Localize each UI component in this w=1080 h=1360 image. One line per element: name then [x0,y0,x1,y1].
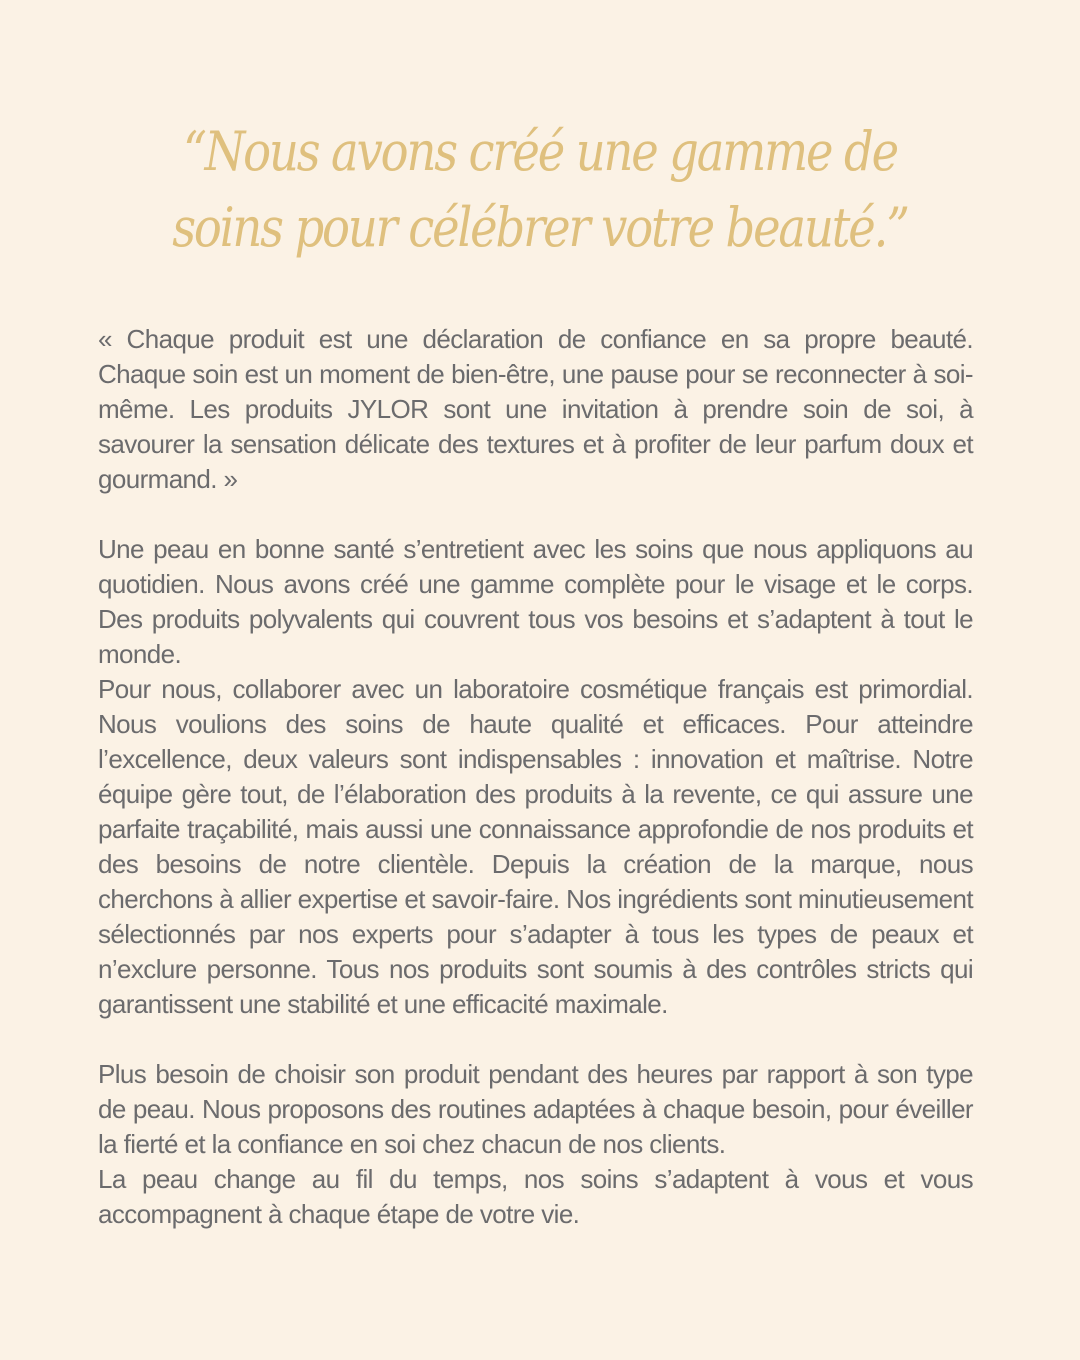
paragraph-french-laboratory: Pour nous, collaborer avec un laboratoire cosmétique français est primordial. Nous voulions des soins de haute qualité et efficaces. Pour atteindre l’excellence, deux valeurs sont indispensables : innovation et maîtrise. Notre équipe gère tout, de l’élaboration des produits à la revente, ce qui assure une parfaite traçabilité, mais aussi une connaissance approfondie de nos produits et des besoins de notre clientèle. Depuis la création de la marque, nous cherchons à allier expertise et savoir-faire. Nos ingrédients sont minutieusement sélectionnés par nos experts pour s’adapter à tous les types de peaux et n’exclure personne. Tous nos produits sont soumis à des contrôles stricts qui garantissent une stabilité et une efficacité maximale. [98,674,973,1019]
paragraph-healthy-skin: Une peau en bonne santé s’entretient avec les soins que nous appliquons au quotidien. Nous avons créé une gamme complète pour le visage et le corps. Des produits polyvalents qui couvrent tous vos besoins et s’adaptent à tout le monde. [98,534,973,669]
paragraph-brand-quote: « Chaque produit est une déclaration de confiance en sa propre beauté. Chaque soin est un moment de bien-être, une pause pour se reconnecter à soi-même. Les produits JYLOR sont une invitation à prendre soin de soi, à savourer la sensation délicate des textures et à profiter de leur parfum doux et gourmand. » [98,324,973,494]
body-text [98,322,973,1232]
headline-line-1: “Nous avons créé une gamme de [183,120,897,184]
paragraph-routines: Plus besoin de choisir son produit pendant des heures par rapport à son type de peau. Nous proposons des routines adaptées à chaque besoin, pour éveiller la fierté et la confiance en soi chez chacun de nos clients. [98,1059,973,1159]
headline-line-2: soins pour célébrer votre beauté.” [172,196,908,260]
headline-quote [76,114,1005,266]
paragraph-skin-changes: La peau change au fil du temps, nos soins s’adaptent à vous et vous accompagnent à chaque étape de votre vie. [98,1164,973,1229]
